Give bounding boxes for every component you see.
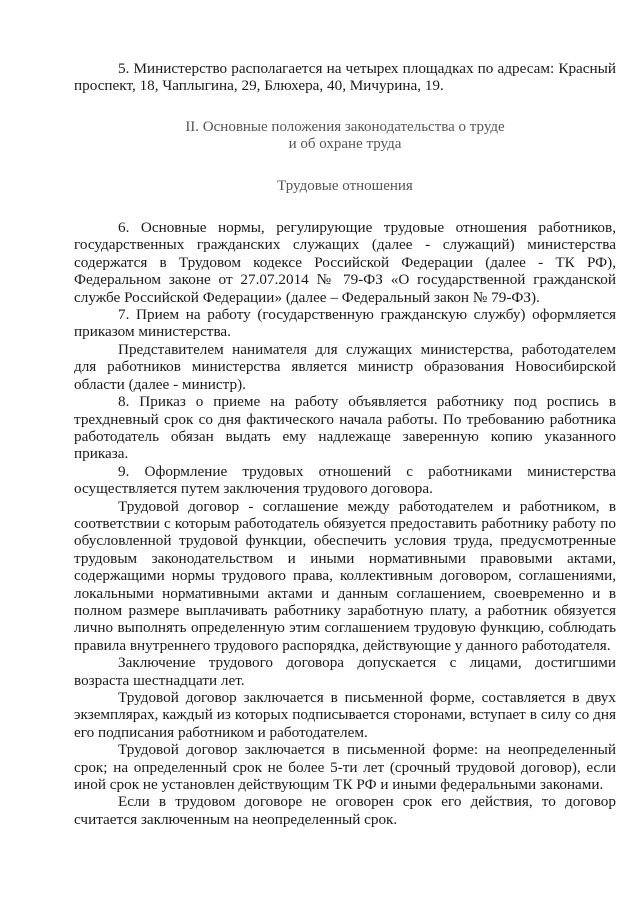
section-title-line2: и об охране труда bbox=[288, 136, 402, 153]
paragraph-5: 5. Министерство располагается на четырех площадках по адресам: Красный проспект, 18, Чаплыгина, 29, Блюхера, 40, Мичурина, 19. bbox=[74, 60, 616, 95]
paragraph-6: 6. Основные нормы, регулирующие трудовые отношения работников, государственных гражданских служащих (далее - служащий) министерства содержатся в Трудовом кодексе Российской Федерации (далее - ТК РФ), Федеральном законе от 27.07.2014 № 79-ФЗ «О государственной гражданской службе Российской Федерации» (далее – Федеральный закон № 79-ФЗ). bbox=[74, 219, 616, 306]
paragraph-8: 8. Приказ о приеме на работу объявляется работнику под роспись в трехдневный срок со дня фактического начала работы. По требованию работника работодатель обязан выдать ему надлежаще заверенную копию указанного приказа. bbox=[74, 393, 616, 463]
paragraph-7: 7. Прием на работу (государственную гражданскую службу) оформляется приказом министерства. bbox=[74, 306, 616, 341]
paragraph-contract-definition: Трудовой договор - соглашение между работодателем и работником, в соответствии с которым работодатель обязуется предоставить работнику работу по обусловленной трудовой функции, обеспечить условия труда, предусмотренные трудовым законодательством и иными нормативными правовыми актами, содержащими нормы трудового права, коллективным договором, соглашениями, локальными нормативными актами и данным соглашением, своевременно и в полном размере выплачивать работнику заработную плату, а работник обязуется лично выполнять определенную этим соглашением трудовую функцию, соблюдать правила внутреннего трудового распорядка, действующие у данного работодателя. bbox=[74, 497, 616, 654]
section-title bbox=[74, 119, 616, 154]
paragraph-employer-representative: Представителем нанимателя для служащих министерства, работодателем для работников министерства является министр образования Новосибирской области (далее - министр). bbox=[74, 340, 616, 393]
paragraph-contract-term: Трудовой договор заключается в письменной форме: на неопределенный срок; на определенный срок не более 5-ти лет (срочный трудовой договор), если иной срок не установлен действующим ТК РФ и иными федеральными законами. bbox=[74, 741, 616, 794]
paragraph-9: 9. Оформление трудовых отношений с работниками министерства осуществляется путем заключения трудового договора. bbox=[74, 462, 616, 498]
paragraph-age-requirement: Заключение трудового договора допускается с лицами, достигшими возраста шестнадцати лет. bbox=[74, 654, 616, 689]
paragraph-indefinite-term: Если в трудовом договоре не оговорен срок его действия, то договор считается заключенным на неопределенный срок. bbox=[74, 793, 616, 828]
section-title-line1: II. Основные положения законодательства о труде bbox=[185, 118, 505, 135]
subsection-title: Трудовые отношения bbox=[277, 177, 413, 194]
paragraph-written-form: Трудовой договор заключается в письменной форме, составляется в двух экземплярах, каждый из которых подписывается сторонами, вступает в силу со дня его подписания работником и работодателем. bbox=[74, 689, 616, 741]
